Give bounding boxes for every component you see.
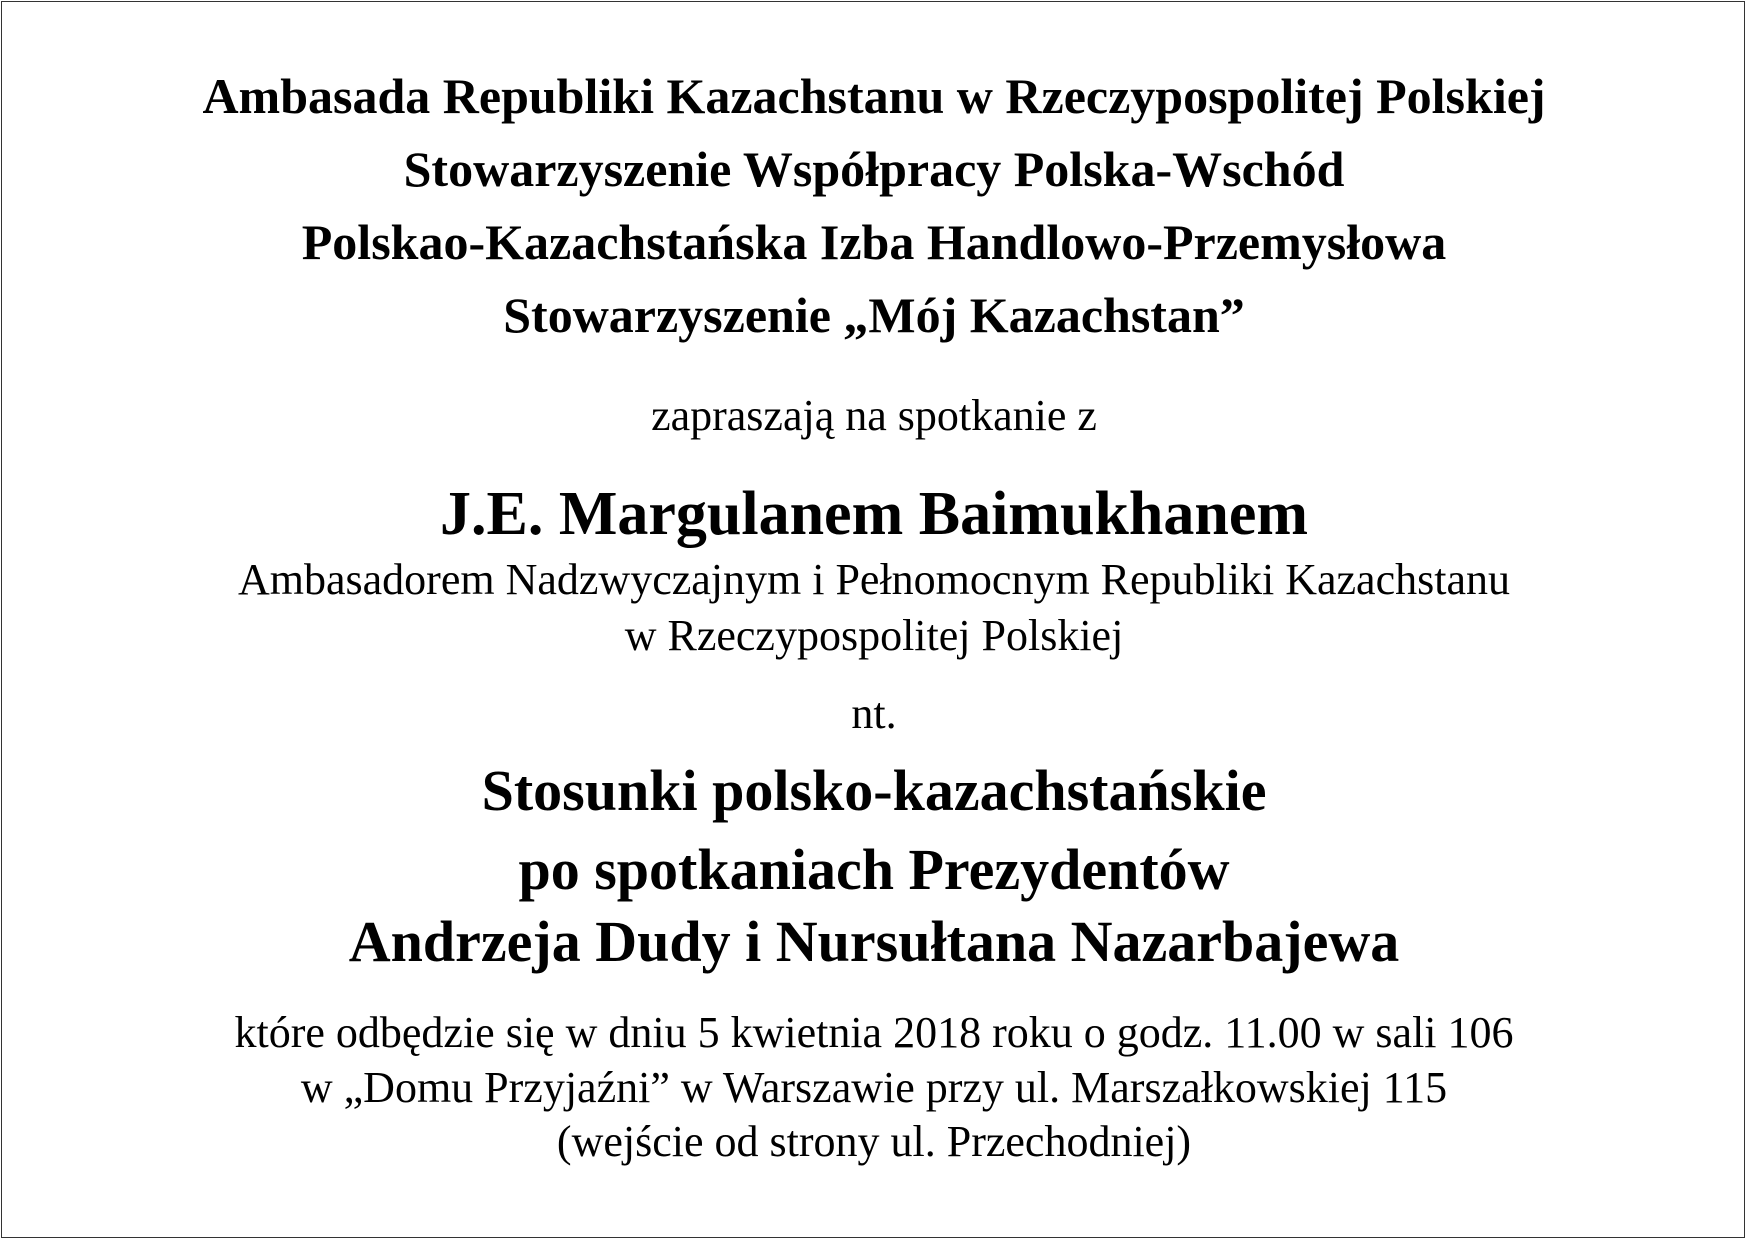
speaker-name: J.E. Margulanem Baimukhanem	[439, 480, 1309, 548]
topic-intro: nt.	[851, 689, 897, 738]
speaker-title-line1: Ambasadorem Nadzwyczajnym i Pełnomocnym Republiki Kazachstanu	[238, 555, 1510, 604]
topic-line3: Andrzeja Dudy i Nursułtana Nazarbajewa	[348, 909, 1400, 974]
organizer-chamber-of-commerce: Polskao-Kazachstańska Izba Handlowo-Przemysłowa	[301, 214, 1447, 270]
speaker-title-line2: w Rzeczypospolitej Polskiej	[624, 611, 1124, 660]
details-entrance: (wejście od strony ul. Przechodniej)	[556, 1117, 1192, 1166]
organizer-embassy: Ambasada Republiki Kazachstanu w Rzeczypospolitej Polskiej	[202, 68, 1546, 124]
topic-line1: Stosunki polsko-kazachstańskie	[481, 758, 1267, 823]
invite-text: zapraszają na spotkanie z	[651, 391, 1097, 440]
details-venue: w „Domu Przyjaźni” w Warszawie przy ul. Marszałkowskiej 115	[300, 1063, 1448, 1112]
organizer-moj-kazachstan: Stowarzyszenie „Mój Kazachstan”	[503, 287, 1245, 343]
topic-line2: po spotkaniach Prezydentów	[518, 837, 1230, 902]
organizer-association-poland-east: Stowarzyszenie Współpracy Polska-Wschód	[403, 141, 1345, 197]
details-date-time-room: które odbędzie się w dniu 5 kwietnia 2018 roku o godz. 11.00 w sali 106	[234, 1008, 1514, 1057]
